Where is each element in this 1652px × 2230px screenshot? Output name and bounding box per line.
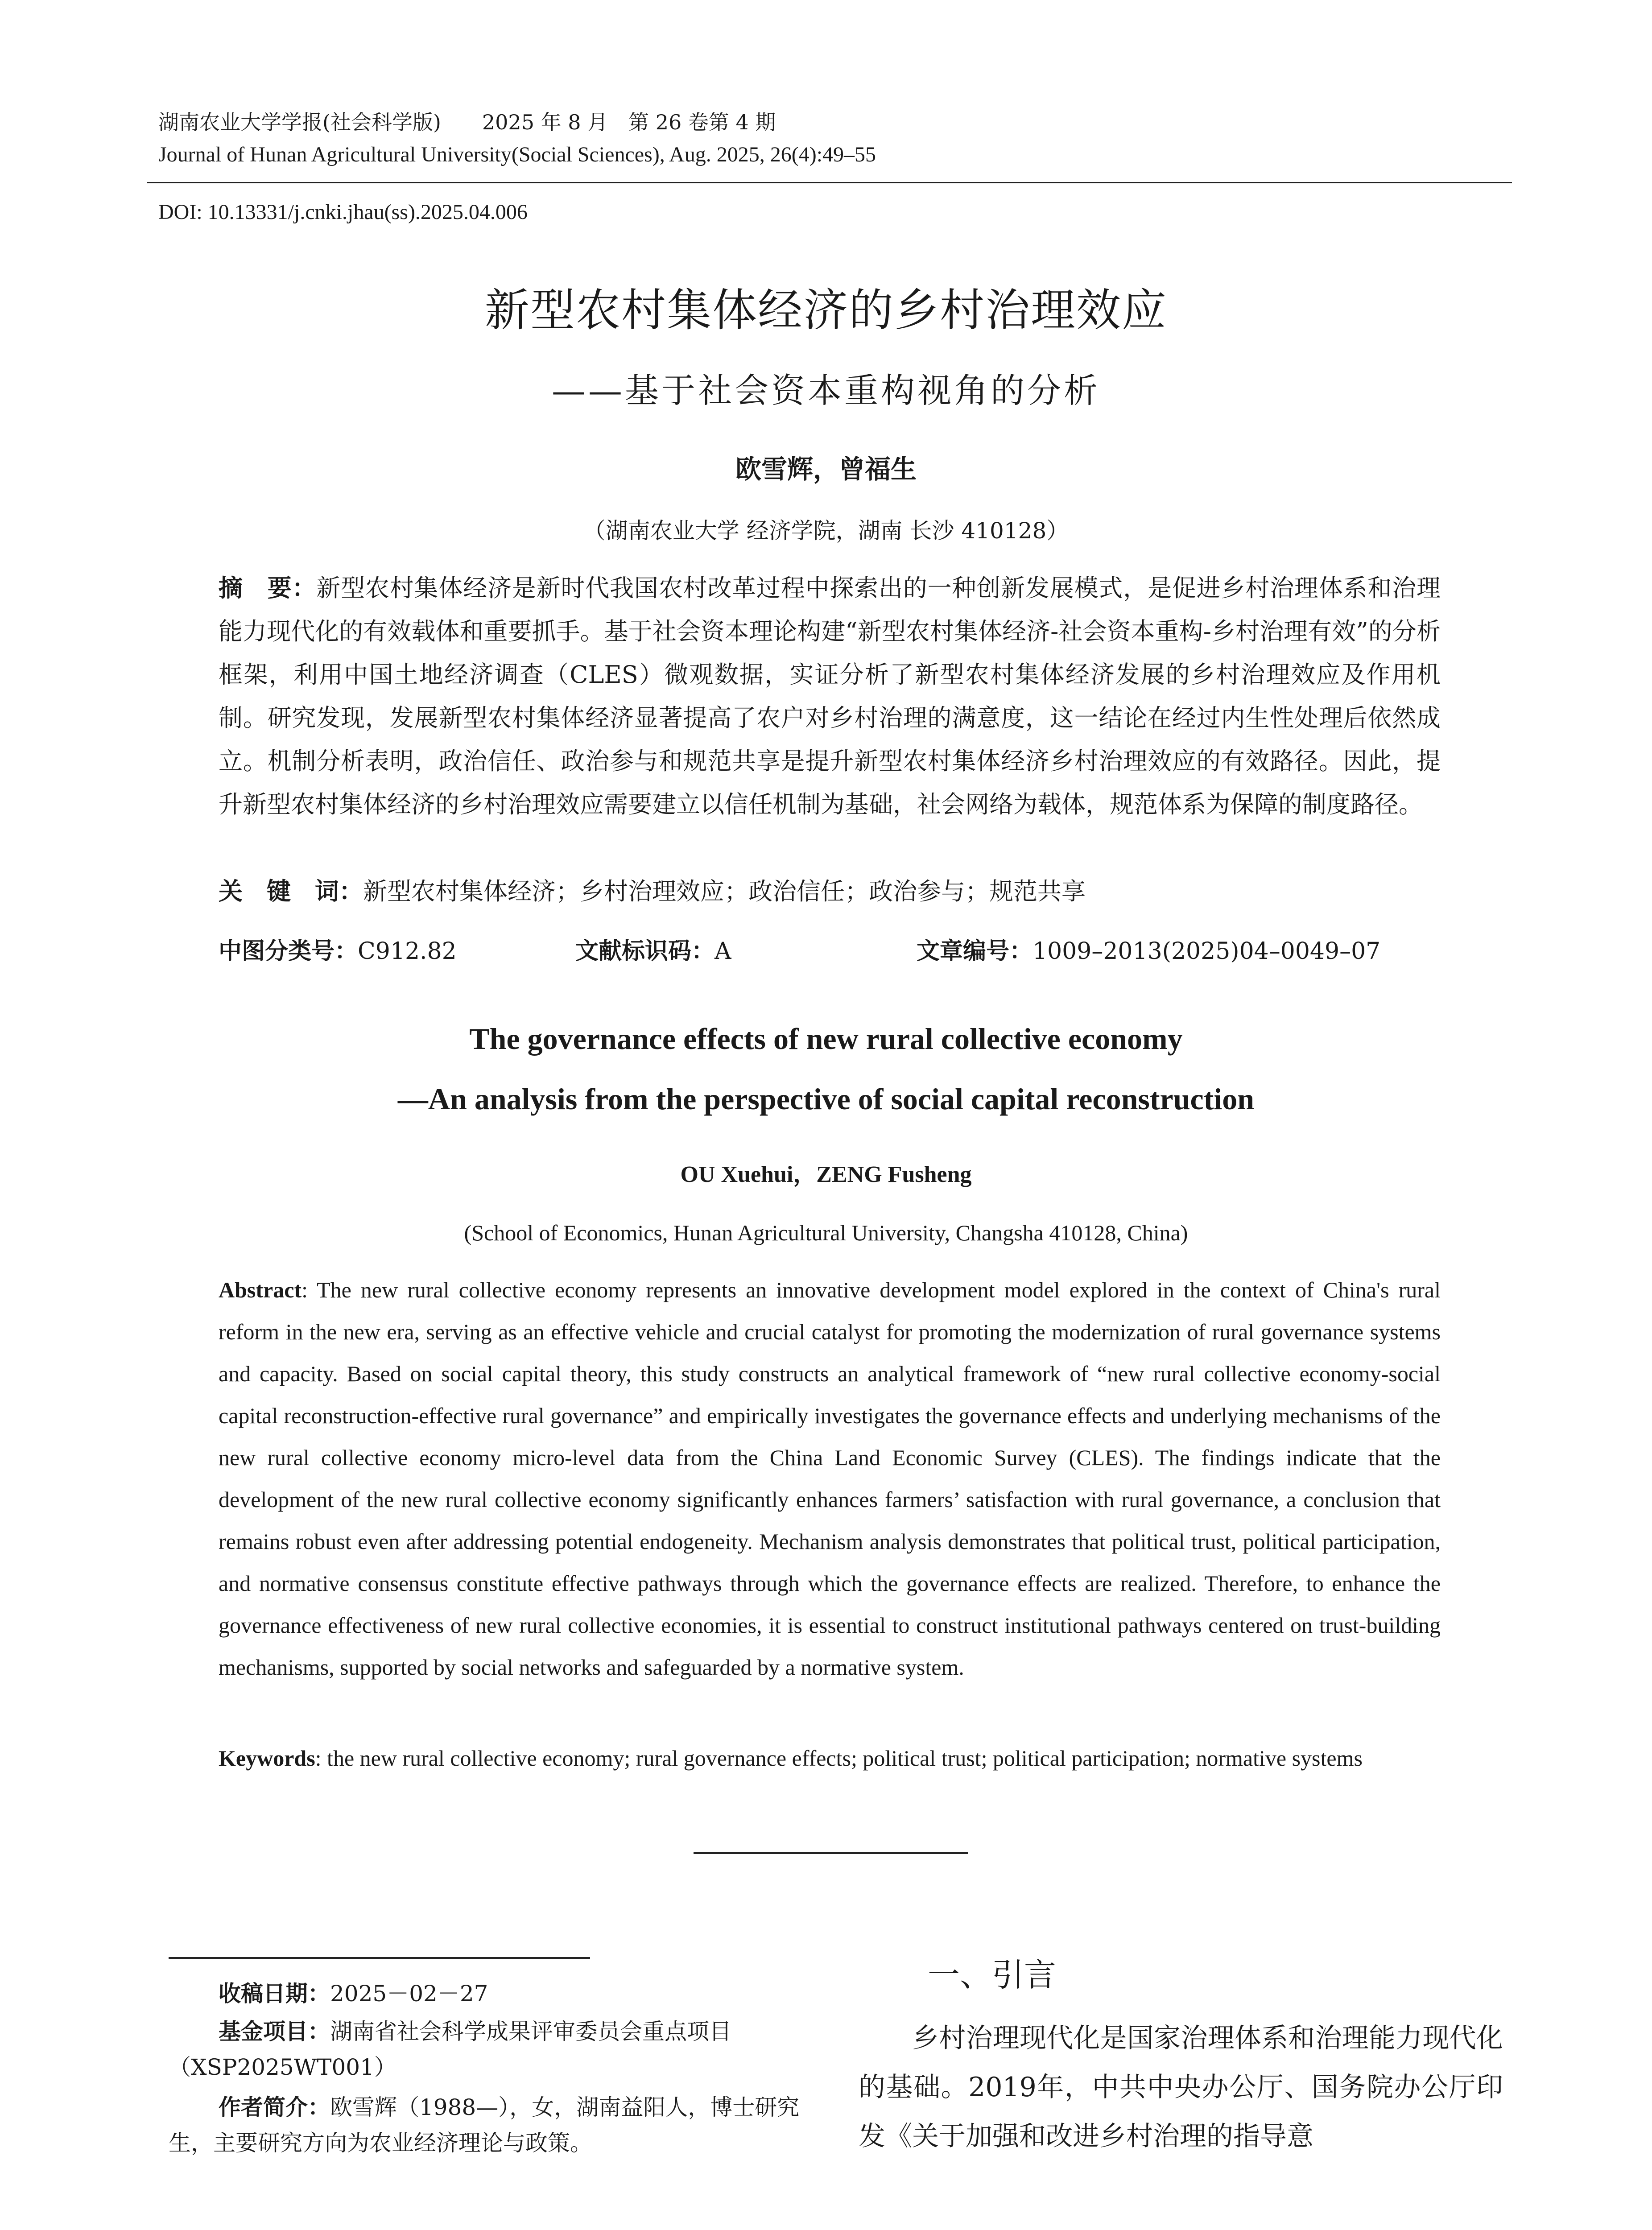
article-number-value: 1009–2013(2025)04–0049–07 bbox=[1032, 938, 1381, 965]
keywords-text-cn: 新型农村集体经济；乡村治理效应；政治信任；政治参与；规范共享 bbox=[363, 877, 1086, 905]
abstract-text-cn: 新型农村集体经济是新时代我国农村改革过程中探索出的一种创新发展模式，是促进乡村治理体系和治理能力现代化的有效载体和重要抓手。基于社会资本理论构建“新型农村集体经济-社会资本重构-乡村治理有效”的分析框架，利用中国土地经济调查（CLES）微观数据，实证分析了新型农村集体经济发展的乡村治理效应及作用机制。研究发现，发展新型农村集体经济显著提高了农户对乡村治理的满意度，这一结论在经过内生性处理后依然成立。机制分析表明，政治信任、政治参与和规范共享是提升新型农村集体经济乡村治理效应的有效路径。因此，提升新型农村集体经济的乡村治理效应需要建立以信任机制为基础，社会网络为载体，规范体系为保障的制度路径。 bbox=[219, 574, 1441, 818]
document-code-label: 文献标识码： bbox=[575, 938, 715, 965]
abstract-en bbox=[219, 1269, 1441, 1688]
keywords-text-en: : the new rural collective economy; rural governance effects; political trust; political participation; normative systems bbox=[315, 1746, 1363, 1771]
clc-number bbox=[219, 932, 457, 966]
author-bio-value: 欧雪辉（1988—），女，湖南益阳人，博士研究生，主要研究方向为农业经济理论与政策。 bbox=[169, 2094, 800, 2156]
journal-header-cn: 湖南农业大学学报(社会科学版) 2025 年 8 月 第 26 卷第 4 期 bbox=[158, 110, 776, 134]
keywords-en bbox=[219, 1737, 1441, 1779]
abstract-label-en: Abstract bbox=[219, 1277, 302, 1302]
authors-cn: 欧雪辉，曾福生 bbox=[735, 454, 917, 484]
doi: DOI: 10.13331/j.cnki.jhau(ss).2025.04.006 bbox=[158, 200, 528, 224]
author-bio-label: 作者简介： bbox=[219, 2094, 330, 2120]
clc-value: C912.82 bbox=[358, 938, 457, 965]
article-number bbox=[917, 932, 1380, 966]
fund-project bbox=[169, 2014, 815, 2085]
author-bio bbox=[169, 2090, 815, 2161]
footnote-rule bbox=[169, 1957, 590, 1959]
affiliation-en: (School of Economics, Hunan Agricultural University, Changsha 410128, China) bbox=[464, 1220, 1188, 1245]
keywords-label-cn: 关 键 词： bbox=[219, 877, 363, 905]
article-subtitle-cn: ——基于社会资本重构视角的分析 bbox=[552, 371, 1100, 410]
article-title-cn: 新型农村集体经济的乡村治理效应 bbox=[485, 284, 1167, 336]
journal-header-en: Journal of Hunan Agricultural University(Social Sciences), Aug. 2025, 26(4):49–55 bbox=[158, 143, 876, 166]
keywords-cn bbox=[219, 870, 1441, 913]
clc-label: 中图分类号： bbox=[219, 938, 358, 965]
abstract-text-en: : The new rural collective economy represents an innovative development model explored in the context of China's rural reform in the new era, serving as an effective vehicle and crucial catalyst for promoting the modernization of rural governance systems and capacity. Based on social capital theory, this study constructs an analytical framework of “new rural collective economy-social capital reconstruction-effective rural governance” and empirically investigates the governance effects and underlying mechanisms of the new rural collective economy micro-level data from the China Land Economic Survey (CLES). The findings indicate that the development of the new rural collective economy significantly enhances farmers’ satisfaction with rural governance, a conclusion that remains robust even after addressing potential endogeneity. Mechanism analysis demonstrates that political trust, political participation, and normative consensus constitute effective pathways through which the governance effects are realized. Therefore, to enhance the governance effectiveness of new rural collective economies, it is essential to construct institutional pathways centered on trust-building mechanisms, supported by social networks and safeguarded by a normative system. bbox=[219, 1277, 1441, 1680]
abstract-end-rule bbox=[694, 1852, 968, 1854]
keywords-label-en: Keywords bbox=[219, 1746, 315, 1771]
received-label: 收稿日期： bbox=[219, 1981, 330, 2007]
authors-en: OU Xuehui，ZENG Fusheng bbox=[680, 1162, 972, 1187]
header-rule bbox=[147, 182, 1512, 183]
fund-label: 基金项目： bbox=[219, 2019, 330, 2044]
affiliation-cn: （湖南农业大学 经济学院，湖南 长沙 410128） bbox=[583, 518, 1069, 544]
abstract-label-cn: 摘 要： bbox=[219, 574, 317, 602]
document-code-value: A bbox=[714, 938, 731, 965]
abstract-cn bbox=[219, 566, 1441, 826]
article-title-en: The governance effects of new rural collective economy bbox=[469, 1022, 1183, 1056]
article-number-label: 文章编号： bbox=[917, 938, 1033, 965]
article-subtitle-en: —An analysis from the perspective of social capital reconstruction bbox=[397, 1082, 1255, 1116]
section-heading-introduction: 一、引言 bbox=[928, 1956, 1057, 1994]
received-value: 2025－02－27 bbox=[330, 1981, 488, 2007]
fund-value: 湖南省社会科学成果评审委员会重点项目（XSP2025WT001） bbox=[169, 2019, 731, 2080]
received-date bbox=[169, 1976, 815, 2011]
introduction-paragraph: 乡村治理现代化是国家治理体系和治理能力现代化的基础。2019年，中共中央办公厅、国务院办公厅印发《关于加强和改进乡村治理的指导意 bbox=[859, 2023, 1503, 2152]
document-code bbox=[575, 932, 731, 966]
